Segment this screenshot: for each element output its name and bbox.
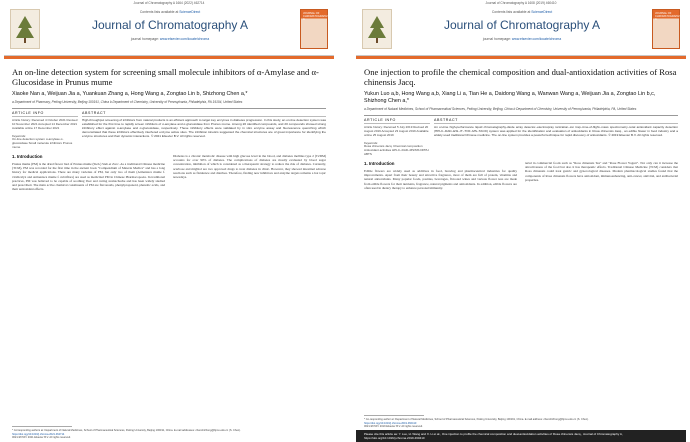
sciencedirect-link[interactable]: ScienceDirect [179,10,201,14]
abstract-text: An on-line high-performance liquid chromatography-diode array detector–electrospray ionization–ion trap–time-of-flight–mass spectrometry–total antioxidant capacity detection (HPLC–DAD–ESI–IT–TOF–MS–TACD) system was applied for the identification and evaluation of antioxidants in Rosa chinensis Jacq., an edible flower in food industry and a widely used traditional Chinese medicine. The on-line system provides a powerful technique for rapid discovery of antioxidants. © 2019 Elsevier B.V. All rights reserved. [434,125,678,138]
paper-title: An on-line detection system for screening small molecule inhibitors of α-Amylase and α-Glucosidase in Prunus mume [12,67,319,87]
body-column-left [364,161,517,190]
article-info-heading: ARTICLE INFO [364,118,430,124]
body-column-right [173,154,326,192]
abstract [434,118,678,156]
journal-title: Journal of Chromatography A [91,18,249,32]
paper-page-2 [356,0,686,442]
elsevier-logo [10,9,40,49]
intro-text-right: terial in commercial foods such as "Rosa chinensis Tea" and "Rose Flower Yogurt". Not only can it increase the attractiveness of the food but also it has therapeutic effects. Traditional Chinese Medicine (TCM) considers that Rosa chinensis could treat gastric and gynecological diseases. Modern pharmacological studies found that the components of Rosa chinensis flowers have antioxidant, immunoenhancing, anti-cancer, antiviral, and antibacterial properties. [525,160,678,182]
sciencedirect-link[interactable]: ScienceDirect [531,10,553,14]
contents-line: Contents lists available at ScienceDirect [139,10,201,14]
intro-text-left: Edible flowers are widely used as additives in food, brewing and pharmaceutical industries for quality improvements. Apart from their beauty and attractive fragrance, most of them are full of protein, vitamins and natural antioxidants. Many popular foods, pastries, beverages, flavored wines and various flower teas are made from edible flowers for their nutrients, fragrance, natural pigments and antioxidants. In addition, edible flowers are often used in dietary therapy to enhance personal immunity. [364,168,517,190]
journal-cover: JOURNAL OF CHROMATOGRAPHY A [300,9,328,49]
homepage-line: journal homepage: www.elsevier.com/locate/chroma [130,37,210,41]
doi-link[interactable]: https://doi.org/10.1016/j.chroma.2019.460410 [364,421,417,425]
footnote [12,426,326,439]
keywords-heading: Keywords: [12,133,27,138]
abstract [82,111,326,149]
masthead-rule [356,56,686,59]
homepage-link[interactable]: www.elsevier.com/locate/chroma [511,37,562,41]
journal-masthead [4,6,334,56]
contents-line: Contents lists available at ScienceDirect [491,10,553,14]
copyright: 0021-9673/© 2021 Elsevier B.V. All rights reserved. [12,435,71,439]
paper-affiliations: a Department of Natural Medicines, School of Pharmaceutical Sciences, Peking University, Beijing, China b Department of Chemistry, University of Pennsylvania, Philadelphia, PA, United States [364,107,637,111]
keywords-heading: Keywords: [364,140,379,145]
journal-cover: JOURNAL OF CHROMATOGRAPHY A [652,9,680,49]
journal-title: Journal of Chromatography A [443,18,601,32]
keywords: Rosa chinensis Jacq. Chemical composition Antioxidant activities HPLC–DAD–MS/MS DPPH ABTS [364,143,429,156]
homepage-link[interactable]: www.elsevier.com/locate/chroma [159,37,210,41]
article-info [12,111,82,149]
keywords: On-line detection system α-amylase α-glucosidase Small molecule inhibitors Prunus mume [12,136,73,149]
intro-heading: 1. Introduction [364,160,395,166]
abstract-heading: ABSTRACT [82,111,326,117]
abstract-text: High-throughput screening of inhibitors from natural products is an efficient approach to target key enzymes in diabetes progression. In this study, an on-line detection system was established for the first time to rapidly screen inhibitors of α-amylase and α-glucosidase from Prunus mume. Among 20 identified compounds, and 20 compounds showed strong inhibitory effect against α-amylase and α-glucosidase, respectively. These inhibitory effects were validated by in vitro enzyme assay and fluorescence quenching which demonstrated that these inhibitors effectively interfered enzyme active sites. The inhibition kinetics suggested the chemical structures are of great importance for identifying the enzyme structures and their dynamic interactions. © 2021 Elsevier B.V. All rights reserved. [82,118,326,138]
doi-link[interactable]: https://doi.org/10.1016/j.chroma.2021.462714 [12,432,65,436]
intro-text-left: Prunus mume (PM) is the dried flower bud of Prunus mume (Sieb.) Sieb.et Zucc. As a traditional Chinese medicine (TCM), PM was recorded for the first time in the ancient book "Compendium of Materia Medica" and has a long history for medical applications. There are many varieties of PM, but only two of them (Armeniaca mume f. viridicalyx and Armeniaca mume f. rubriflora) are used as medicinal PM in Chinese Pharmacopoeia. In traditional practices, PM was believed to be capable of soothing liver and curing stomachache and has been widely studied and prescribed. The main active chemical constituents of PM are flavonoids, phenylpropanoid, phenolic acids, and their antioxidant effects. [12,161,165,192]
journal-masthead [356,6,686,56]
journal-citation-line: Journal of Chromatography A 1664 (2022) 462714 [133,1,205,5]
intro-heading: 1. Introduction [12,153,43,159]
footnote-text: * Co-responding author at: Department of Natural Medicines, School of Pharmaceutical Sciences, Peking University, Beijing 100191, China. E-mail address: chenshizhong@bjmu.edu.cn (S. Chen). [364,418,589,422]
page-gap [336,0,354,442]
abstract-heading: ABSTRACT [434,118,678,124]
intro-text-right: Diabetes is a chronic metabolic disease with high glucose level in the blood, and diabetes mellitus type 2 (T2DM) accounts for over 90% of diabetes. The complications of diabetes are mostly evaluated by blood sugar concentration, inhibition of which is considered as a therapeutic strategy to reduce the risk of diabetes. Currently, acarbose and miglitol are two approved drugs to treat diabetes in clinic. However, they showed intestinal adverse reactions such as flatulence and diarrhea. Therefore, finding new inhibitors and enzyme targets remains a hot topic nowadays. [173,153,326,180]
paper-page-1 [4,0,334,442]
masthead-rule [4,56,334,59]
article-history: Article history: Received 4 October 2021 Revised 10 November 2021 Accepted 14 December 2021 Available online 17 December 2021 [12,118,78,131]
paper-authors: Xiaoke Nan a, Weijuan Jia a, Yuankuan Zhang a, Hong Wang a, Zongtao Lin b, Shizhong Chen a,* [12,91,248,97]
cite-this-article-banner: Please cite this article as: Y. Luo, H. Wang and X. Li et al., One injection to profile the chemical composition and dual-antioxidation activities of Rosa chinensis Jacq., Journal of Chromatography A, https://doi.org/10.1016/j.chroma.2019.460410 [356,430,686,442]
copyright: 0021-9673/© 2019 Elsevier B.V. All rights reserved. [364,424,423,428]
homepage-line: journal homepage: www.elsevier.com/locate/chroma [482,37,562,41]
paper-authors: Yukun Luo a,b, Hong Wang a,b, Xiang Li a, Tian He a, Daidong Wang a, Wanwan Wang a, Weijuan Jia a, Zongtao Lin b,c, Shizhong Chen a,* [364,91,656,104]
article-info-heading: ARTICLE INFO [12,111,78,117]
elsevier-logo [362,9,392,49]
article-history: Article history: Received 5 July 2019 Revised 20 August 2019 Accepted 23 August 2019 Available online 25 August 2019 [364,125,429,138]
paper-affiliations: a Department of Pharmacy, Peking University, Beijing 100191, China b Department of Chemistry, University of Pennsylvania, Philadelphia, PA 19104, United States [12,100,243,104]
paper-title: One injection to profile the chemical composition and dual-antioxidation activities of Rosa chinensis Jacq. [364,67,677,87]
article-info [364,118,434,156]
body-column-left [12,154,165,192]
footnote-text: * Corresponding authors at: Department of Natural Medicines, School of Pharmaceutical Sciences, Peking University, Beijing 100191, China. E-mail addresses: chenshizhong@bjmu.edu.cn (S. Chen). [12,429,241,433]
body-column-right [525,161,678,190]
journal-citation-line: Journal of Chromatography A 1608 (2019) 460410 [485,1,557,5]
footnote [364,415,678,428]
